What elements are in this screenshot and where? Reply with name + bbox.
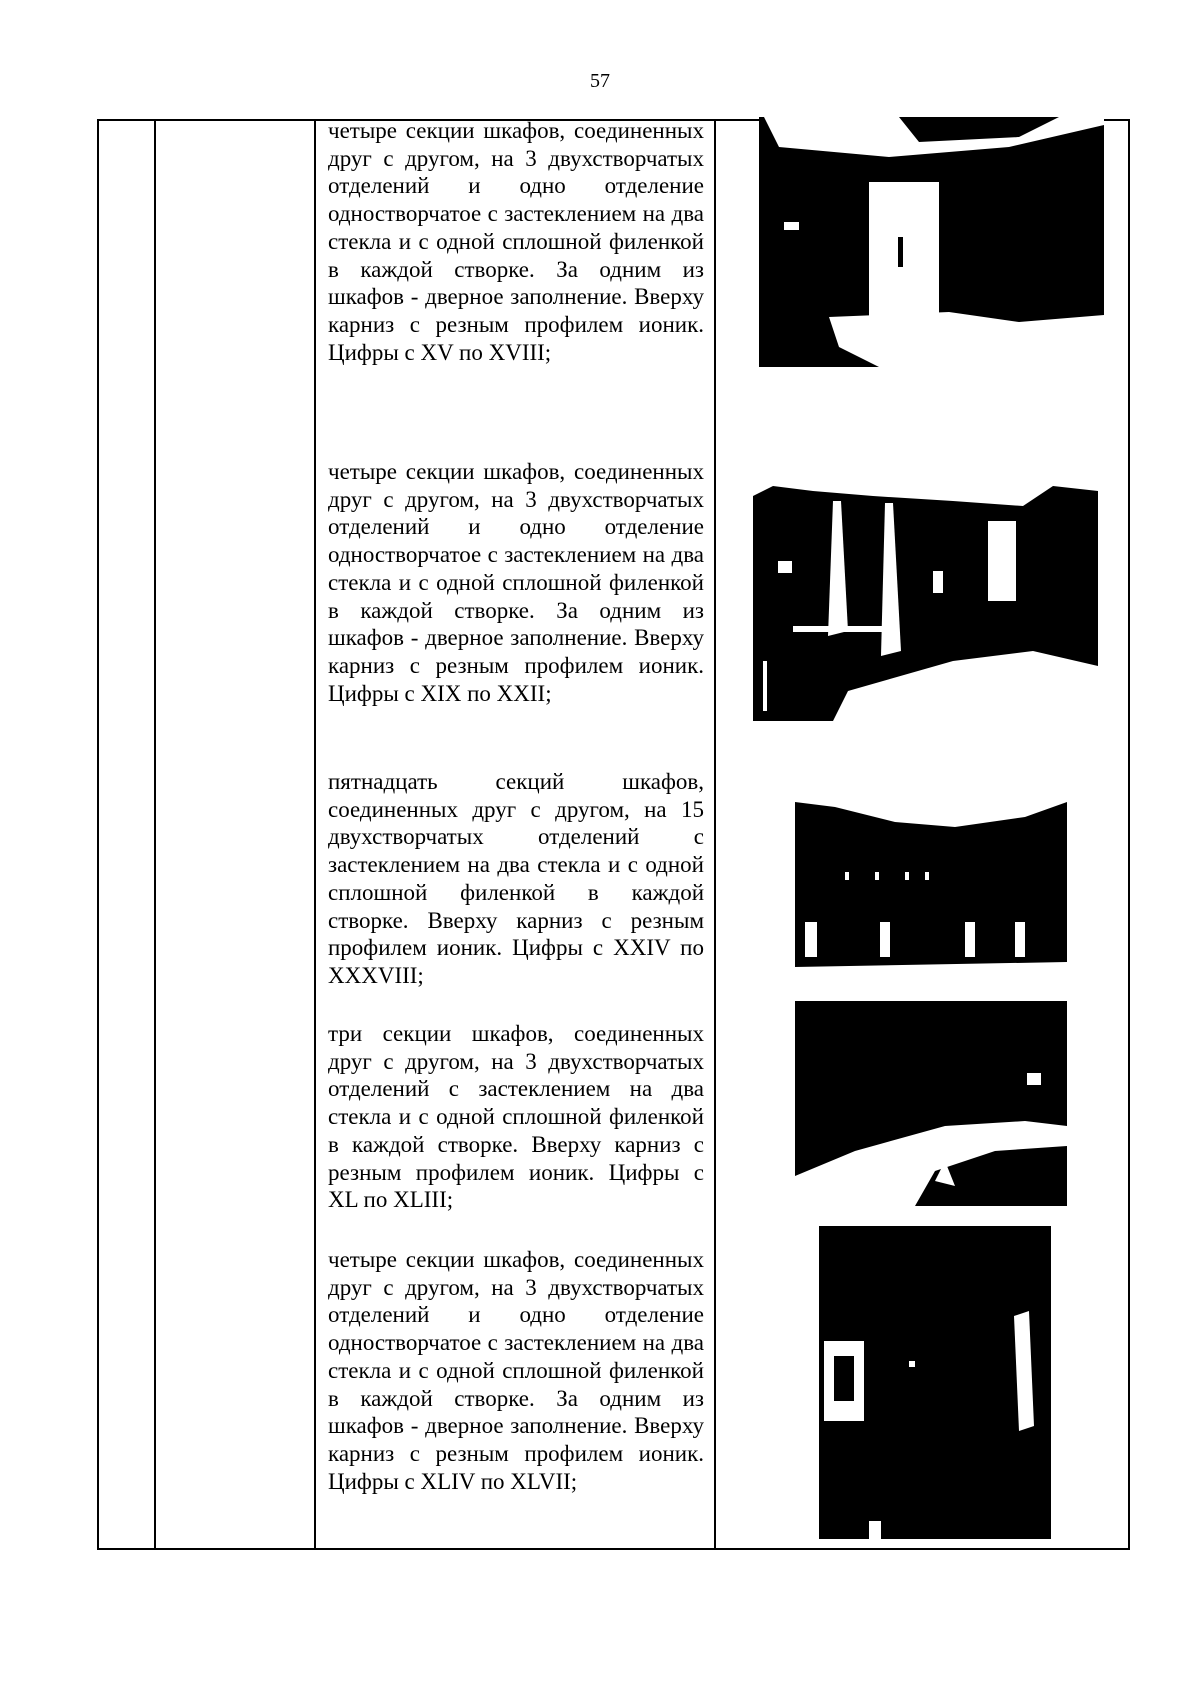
entry-description: четыре секции шкафов, соединенных друг с другом, на 3 двухстворчатых отделений и одно отделение одностворчатое с застеклением на два стекла и с одной сплошной филенкой в каждой створке. За одним из шкафов - дверное заполнение. Вверху карниз с резным профилем ионик. Цифры с XLIV по XLVII; bbox=[328, 1247, 704, 1494]
entry-description: три секции шкафов, соединенных друг с другом, на 3 двухстворчатых отделений с застеклением на два стекла и с одной сплошной филенкой в каждой створке. Вверху карниз с резным профилем ионик. Цифры с XL по XLIII; bbox=[328, 1021, 704, 1213]
entry-description: пятнадцать секций шкафов, соединенных друг с другом, на 15 двухстворчатых отделений с застеклением на два стекла и с одной сплошной филенкой в каждой створке. Вверху карниз с резным профилем ионик. Цифры с XXIV по XXXVIII; bbox=[328, 769, 704, 988]
cabinet-photo bbox=[753, 461, 1098, 721]
column-divider bbox=[714, 121, 716, 1548]
page-number: 57 bbox=[590, 70, 610, 92]
cabinet-photo bbox=[795, 1001, 1067, 1206]
cabinet-photo bbox=[819, 1226, 1051, 1539]
entry-description: четыре секции шкафов, соединенных друг с другом, на 3 двухстворчатых отделений и одно отделение одностворчатое с застеклением на два стекла и с одной сплошной филенкой в каждой створке. За одним из шкафов - дверное заполнение. Вверху карниз с резным профилем ионик. Цифры с XV по XVIII; bbox=[328, 118, 704, 365]
cabinet-photo bbox=[759, 117, 1104, 367]
entry-description: четыре секции шкафов, соединенных друг с другом, на 3 двухстворчатых отделений и одно отделение одностворчатое с застеклением на два стекла и с одной сплошной филенкой в каждой створке. За одним из шкафов - дверное заполнение. Вверху карниз с резным профилем ионик. Цифры с XIX по XXII; bbox=[328, 459, 704, 706]
cabinet-photo bbox=[795, 772, 1067, 977]
column-divider bbox=[314, 121, 316, 1548]
inventory-table bbox=[97, 119, 1130, 1550]
column-divider bbox=[154, 121, 156, 1548]
